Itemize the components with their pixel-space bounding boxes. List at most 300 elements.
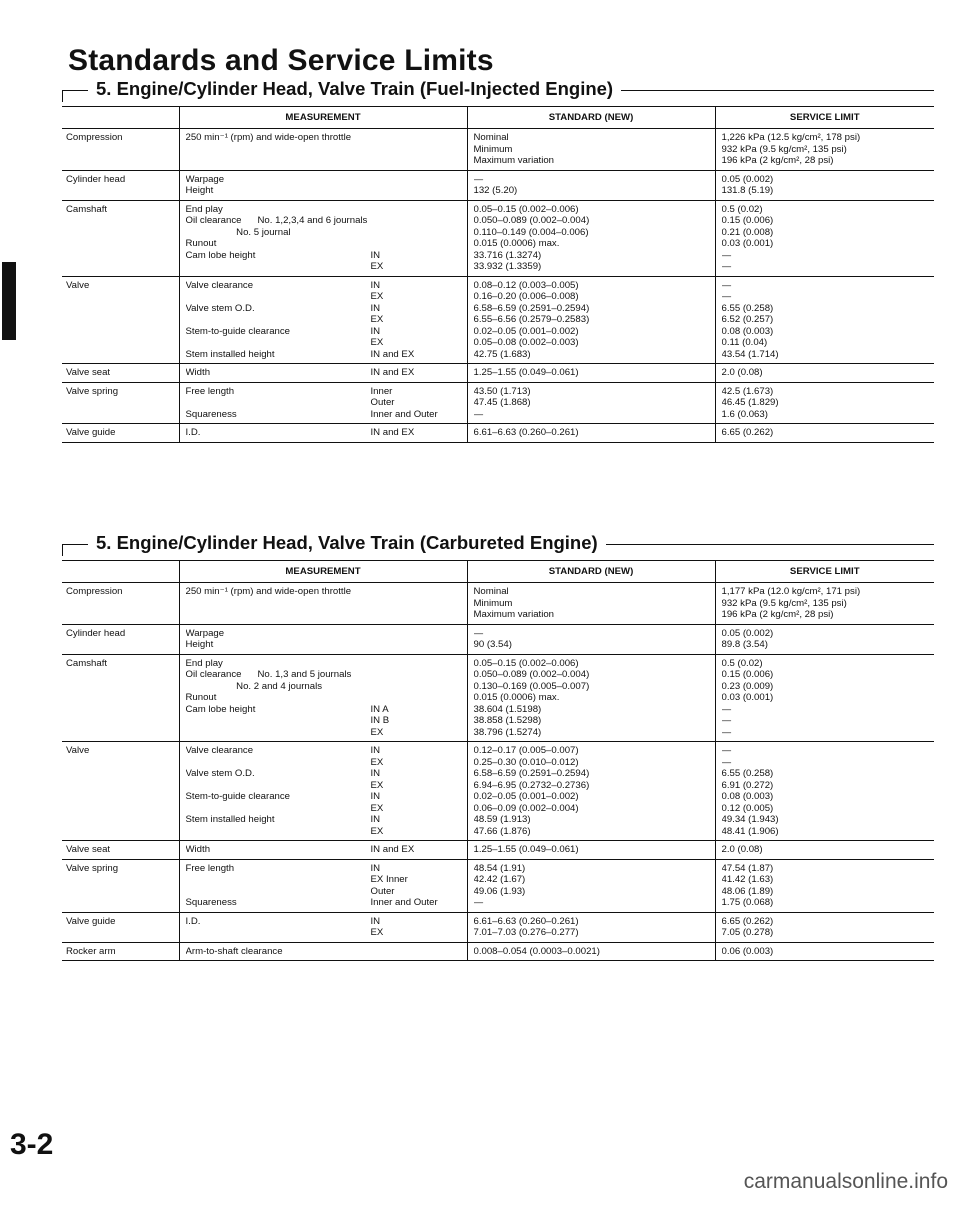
service-limit-cell xyxy=(715,200,934,276)
measurement-line xyxy=(186,174,463,186)
standard-value: 38.858 (1.5298) xyxy=(473,715,542,726)
measurement-line xyxy=(186,826,463,838)
table-header-row xyxy=(62,561,934,583)
service-limit-cell xyxy=(715,364,934,383)
service-limit-value: 47.54 (1.87) xyxy=(721,862,774,874)
measurement-label xyxy=(186,927,371,939)
standard-cell xyxy=(467,200,715,276)
measurement-label xyxy=(186,886,371,898)
measurement-line xyxy=(186,215,463,227)
service-limit-value: 932 kPa (9.5 kg/cm², 135 psi) xyxy=(721,597,847,609)
service-limit-cell xyxy=(715,859,934,912)
standard-value: 33.932 (1.3359) xyxy=(473,261,542,272)
measurement-sub: EX xyxy=(370,726,384,738)
service-limit-cell xyxy=(715,129,934,171)
measurement-cell xyxy=(179,942,467,961)
measurement-cell xyxy=(179,276,467,364)
standard-value: — xyxy=(473,173,484,185)
standard-value: 90 (3.54) xyxy=(473,639,512,650)
service-limit-value: 1,226 kPa (12.5 kg/cm², 178 psi) xyxy=(721,132,861,143)
service-limit-value: 6.52 (0.257) xyxy=(721,314,774,325)
measurement-line xyxy=(186,745,463,757)
measurement-label: Oil clearance No. 1,3 and 5 journals xyxy=(185,669,352,680)
measurement-sub xyxy=(371,669,463,681)
measurement-line xyxy=(186,886,463,898)
watermark-text: carmanualsonline.info xyxy=(743,1170,948,1193)
measurement-cell xyxy=(179,200,467,276)
measurement-line xyxy=(186,791,463,803)
measurement-sub: EX xyxy=(370,927,384,938)
standard-cell xyxy=(467,624,715,654)
service-limit-cell xyxy=(715,841,934,860)
standard-value: Nominal xyxy=(473,132,509,143)
measurement-sub: EX xyxy=(370,314,384,325)
table-row xyxy=(62,742,934,841)
standard-value: 38.796 (1.5274) xyxy=(473,726,542,738)
measurement-line xyxy=(186,669,463,681)
service-limit-cell xyxy=(715,624,934,654)
service-limit-value: — xyxy=(721,726,732,738)
table-row xyxy=(62,942,934,961)
measurement-sub: Outer xyxy=(370,885,395,897)
standard-value: Maximum variation xyxy=(473,155,555,166)
measurement-sub: Inner xyxy=(370,385,393,397)
spec-table xyxy=(62,106,934,443)
standard-value: 6.55–6.56 (0.2579–0.2583) xyxy=(473,314,590,325)
standard-cell xyxy=(467,942,715,961)
measurement-label: Cam lobe height xyxy=(185,249,256,261)
measurement-label: Stem-to-guide clearance xyxy=(185,325,291,337)
measurement-label: Arm-to-shaft clearance xyxy=(185,945,283,957)
measurement-line xyxy=(186,768,463,780)
standard-value: 0.16–0.20 (0.006–0.008) xyxy=(473,291,579,302)
measurement-sub: IN xyxy=(370,325,381,337)
measurement-sub: IN xyxy=(370,768,381,779)
section-fuel-injected xyxy=(62,76,934,443)
measurement-sub: IN xyxy=(370,862,381,874)
measurement-cell xyxy=(179,841,467,860)
measurement-label: 250 min⁻¹ (rpm) and wide-open throttle xyxy=(185,586,352,597)
standard-value: 47.45 (1.868) xyxy=(473,397,531,408)
chapter-tab-marker xyxy=(2,262,16,340)
section-header xyxy=(62,530,934,560)
measurement-label: Stem installed height xyxy=(185,814,275,825)
standard-value: 0.130–0.169 (0.005–0.007) xyxy=(473,680,590,692)
measurement-label xyxy=(186,314,371,326)
measurement-line xyxy=(186,628,463,640)
row-item-label: Valve guide xyxy=(62,424,179,443)
row-item-label: Valve guide xyxy=(62,912,179,942)
measurement-sub xyxy=(371,946,463,958)
measurement-label: No. 5 journal xyxy=(185,226,291,238)
service-limit-value: 131.8 (5.19) xyxy=(721,185,774,196)
standard-value: 0.05–0.15 (0.002–0.006) xyxy=(473,203,579,215)
standard-value: 0.050–0.089 (0.002–0.004) xyxy=(473,215,590,226)
measurement-line xyxy=(186,349,463,361)
standard-value: Nominal xyxy=(473,586,509,597)
measurement-line xyxy=(186,409,463,421)
service-limit-value: — xyxy=(721,745,732,756)
measurement-sub: IN and EX xyxy=(370,367,415,378)
service-limit-value: 0.15 (0.006) xyxy=(721,669,774,680)
standard-cell xyxy=(467,170,715,200)
measurement-line xyxy=(186,639,463,651)
measurement-label xyxy=(186,715,371,727)
service-limit-cell xyxy=(715,654,934,742)
measurement-line xyxy=(186,715,463,727)
table-row xyxy=(62,859,934,912)
service-limit-value: 0.23 (0.009) xyxy=(721,680,774,692)
measurement-sub: EX xyxy=(370,825,384,837)
measurement-label xyxy=(186,291,371,303)
measurement-sub: EX xyxy=(370,756,384,768)
section-carbureted xyxy=(62,530,934,961)
standard-cell xyxy=(467,841,715,860)
standard-value: 0.08–0.12 (0.003–0.005) xyxy=(473,279,579,291)
measurement-sub: IN xyxy=(370,915,381,927)
measurement-label: Stem-to-guide clearance xyxy=(185,791,291,802)
service-limit-value: 196 kPa (2 kg/cm², 28 psi) xyxy=(721,155,834,166)
standard-value: 6.61–6.63 (0.260–0.261) xyxy=(473,427,579,438)
table-row xyxy=(62,583,934,625)
standard-cell xyxy=(467,654,715,742)
row-item-label: Valve xyxy=(62,742,179,841)
page-title: Standards and Service Limits xyxy=(68,44,494,77)
table-row xyxy=(62,129,934,171)
measurement-sub: EX xyxy=(370,802,384,814)
measurement-label: Free length xyxy=(185,385,235,397)
measurement-line xyxy=(186,844,463,856)
measurement-sub xyxy=(371,628,463,640)
row-item-label: Cylinder head xyxy=(62,170,179,200)
measurement-cell xyxy=(179,624,467,654)
measurement-line xyxy=(186,916,463,928)
service-limit-value: 1.75 (0.068) xyxy=(721,897,774,908)
measurement-sub xyxy=(371,658,463,670)
service-limit-value: 0.03 (0.001) xyxy=(721,692,774,703)
service-limit-cell xyxy=(715,912,934,942)
service-limit-value: 6.65 (0.262) xyxy=(721,915,774,927)
standard-value: 0.12–0.17 (0.005–0.007) xyxy=(473,745,579,756)
header-service-limit: SERVICE LIMIT xyxy=(715,561,934,583)
measurement-label: End play xyxy=(185,657,223,669)
measurement-line xyxy=(186,367,463,379)
measurement-cell xyxy=(179,912,467,942)
measurement-cell xyxy=(179,129,467,171)
standard-value: 47.66 (1.876) xyxy=(473,825,531,837)
measurement-line xyxy=(186,204,463,216)
service-limit-value: 0.08 (0.003) xyxy=(721,325,774,337)
measurement-line xyxy=(186,185,463,197)
measurement-sub xyxy=(371,132,463,144)
measurement-sub xyxy=(371,227,463,239)
standard-value: Maximum variation xyxy=(473,609,555,620)
service-limit-value: 6.65 (0.262) xyxy=(721,427,774,438)
measurement-label: Stem installed height xyxy=(185,348,275,360)
standard-value: 43.50 (1.713) xyxy=(473,385,531,397)
section-header xyxy=(62,76,934,106)
measurement-line xyxy=(186,386,463,398)
measurement-sub: IN and EX xyxy=(370,348,415,360)
measurement-line xyxy=(186,757,463,769)
measurement-label xyxy=(186,780,371,792)
measurement-label: Warpage xyxy=(185,627,225,639)
spec-table xyxy=(62,560,934,961)
measurement-cell xyxy=(179,364,467,383)
measurement-sub: IN xyxy=(370,791,381,802)
service-limit-value: 6.55 (0.258) xyxy=(721,302,774,314)
measurement-sub: Inner and Outer xyxy=(370,897,438,908)
service-limit-value: 0.11 (0.04) xyxy=(721,337,768,348)
standard-value: — xyxy=(473,897,484,908)
measurement-label xyxy=(186,397,371,409)
standard-value: 0.05–0.08 (0.002–0.003) xyxy=(473,337,579,348)
header-measurement: MEASUREMENT xyxy=(179,107,467,129)
measurement-cell xyxy=(179,654,467,742)
service-limit-value: 42.5 (1.673) xyxy=(721,385,774,397)
header-measurement: MEASUREMENT xyxy=(179,561,467,583)
measurement-line xyxy=(186,704,463,716)
measurement-line xyxy=(186,586,463,598)
standard-value: Minimum xyxy=(473,143,513,155)
standard-value: Minimum xyxy=(473,597,513,609)
measurement-label: Squareness xyxy=(185,897,237,908)
measurement-line xyxy=(186,291,463,303)
measurement-line xyxy=(186,227,463,239)
measurement-sub xyxy=(371,639,463,651)
measurement-sub xyxy=(371,681,463,693)
measurement-cell xyxy=(179,859,467,912)
service-limit-cell xyxy=(715,424,934,443)
measurement-label: Height xyxy=(185,639,214,650)
row-item-label: Rocker arm xyxy=(62,942,179,961)
service-limit-value: 1.6 (0.063) xyxy=(721,408,768,420)
service-limit-value: — xyxy=(721,703,732,715)
measurement-sub: IN xyxy=(370,302,381,314)
measurement-label xyxy=(186,874,371,886)
measurement-label: End play xyxy=(185,203,223,215)
standard-cell xyxy=(467,364,715,383)
measurement-line xyxy=(186,314,463,326)
measurement-line xyxy=(186,803,463,815)
standard-cell xyxy=(467,129,715,171)
measurement-sub xyxy=(371,586,463,598)
standard-value: 0.02–0.05 (0.001–0.002) xyxy=(473,791,579,802)
table-row xyxy=(62,382,934,424)
standard-value: 48.54 (1.91) xyxy=(473,862,526,874)
row-item-label: Camshaft xyxy=(62,200,179,276)
measurement-label: 250 min⁻¹ (rpm) and wide-open throttle xyxy=(185,132,352,143)
table-row xyxy=(62,424,934,443)
standard-value: 1.25–1.55 (0.049–0.061) xyxy=(473,367,579,378)
measurement-sub xyxy=(371,204,463,216)
measurement-sub xyxy=(371,185,463,197)
table-row xyxy=(62,364,934,383)
service-limit-value: 0.21 (0.008) xyxy=(721,226,774,238)
standard-value: 0.02–0.05 (0.001–0.002) xyxy=(473,325,579,337)
measurement-sub: EX xyxy=(370,291,384,302)
service-limit-value: 0.06 (0.003) xyxy=(721,945,774,957)
measurement-sub: IN and EX xyxy=(370,427,415,438)
service-limit-value: 196 kPa (2 kg/cm², 28 psi) xyxy=(721,609,834,620)
service-limit-cell xyxy=(715,942,934,961)
measurement-sub: IN and EX xyxy=(370,844,415,855)
measurement-sub xyxy=(371,238,463,250)
standard-cell xyxy=(467,583,715,625)
header-service-limit: SERVICE LIMIT xyxy=(715,107,934,129)
measurement-line xyxy=(186,326,463,338)
measurement-sub xyxy=(371,215,463,227)
standard-cell xyxy=(467,912,715,942)
measurement-line xyxy=(186,927,463,939)
standard-value: 0.25–0.30 (0.010–0.012) xyxy=(473,756,579,768)
service-limit-value: 48.41 (1.906) xyxy=(721,825,779,837)
measurement-line xyxy=(186,946,463,958)
standard-cell xyxy=(467,424,715,443)
service-limit-value: — xyxy=(721,279,732,291)
measurement-line xyxy=(186,780,463,792)
table-row xyxy=(62,276,934,364)
measurement-label xyxy=(186,261,371,273)
measurement-sub: Outer xyxy=(370,397,395,408)
page-number: 3-2 xyxy=(10,1128,54,1161)
service-limit-value: 89.8 (3.54) xyxy=(721,639,768,650)
service-limit-value: 0.05 (0.002) xyxy=(721,627,774,639)
measurement-cell xyxy=(179,382,467,424)
standard-cell xyxy=(467,276,715,364)
measurement-label xyxy=(186,803,371,815)
row-item-label: Valve seat xyxy=(62,841,179,860)
measurement-label: Warpage xyxy=(185,173,225,185)
measurement-line xyxy=(186,397,463,409)
standard-value: 0.110–0.149 (0.004–0.006) xyxy=(473,226,589,238)
measurement-sub: EX Inner xyxy=(370,874,408,885)
table-row xyxy=(62,654,934,742)
service-limit-value: 0.5 (0.02) xyxy=(721,657,763,669)
measurement-line xyxy=(186,692,463,704)
service-limit-value: — xyxy=(721,261,732,272)
measurement-label: Runout xyxy=(185,238,217,249)
section-title: 5. Engine/Cylinder Head, Valve Train (Fuel-Injected Engine) xyxy=(88,78,621,100)
measurement-line xyxy=(186,814,463,826)
service-limit-value: 1,177 kPa (12.0 kg/cm², 171 psi) xyxy=(721,586,861,597)
standard-value: 6.58–6.59 (0.2591–0.2594) xyxy=(473,302,590,314)
row-item-label: Valve xyxy=(62,276,179,364)
measurement-sub: IN A xyxy=(370,703,389,715)
measurement-label: Width xyxy=(185,844,211,855)
standard-value: 6.94–6.95 (0.2732–0.2736) xyxy=(473,779,590,791)
measurement-line xyxy=(186,658,463,670)
row-item-label: Compression xyxy=(62,129,179,171)
measurement-sub xyxy=(371,692,463,704)
standard-cell xyxy=(467,742,715,841)
service-limit-value: 43.54 (1.714) xyxy=(721,348,779,360)
measurement-line xyxy=(186,303,463,315)
table-row xyxy=(62,624,934,654)
service-limit-value: 0.08 (0.003) xyxy=(721,791,774,802)
measurement-cell xyxy=(179,583,467,625)
measurement-sub xyxy=(371,174,463,186)
measurement-line xyxy=(186,280,463,292)
measurement-label: I.D. xyxy=(185,915,201,927)
measurement-label: Oil clearance No. 1,2,3,4 and 6 journals xyxy=(185,215,368,226)
measurement-label: No. 2 and 4 journals xyxy=(185,680,323,692)
service-limit-cell xyxy=(715,583,934,625)
standard-value: 42.75 (1.683) xyxy=(473,348,531,360)
service-limit-value: 932 kPa (9.5 kg/cm², 135 psi) xyxy=(721,143,847,155)
measurement-line xyxy=(186,681,463,693)
standard-value: 0.015 (0.0006) max. xyxy=(473,238,560,249)
standard-value: 1.25–1.55 (0.049–0.061) xyxy=(473,844,579,855)
row-item-label: Cylinder head xyxy=(62,624,179,654)
table-row xyxy=(62,841,934,860)
standard-value: 0.050–0.089 (0.002–0.004) xyxy=(473,669,590,680)
measurement-label xyxy=(186,757,371,769)
measurement-label xyxy=(186,727,371,739)
measurement-line xyxy=(186,238,463,250)
measurement-line xyxy=(186,897,463,909)
measurement-sub: IN xyxy=(370,745,381,756)
measurement-label: Runout xyxy=(185,692,217,703)
standard-value: 48.59 (1.913) xyxy=(473,814,531,825)
measurement-label: Squareness xyxy=(185,408,237,420)
measurement-label: Width xyxy=(185,367,211,378)
measurement-line xyxy=(186,874,463,886)
measurement-label xyxy=(186,337,371,349)
measurement-cell xyxy=(179,742,467,841)
header-standard: STANDARD (NEW) xyxy=(467,561,715,583)
measurement-cell xyxy=(179,424,467,443)
section-title: 5. Engine/Cylinder Head, Valve Train (Carbureted Engine) xyxy=(88,532,606,554)
service-limit-cell xyxy=(715,742,934,841)
service-limit-value: 0.12 (0.005) xyxy=(721,802,774,814)
measurement-sub: Inner and Outer xyxy=(370,408,438,420)
standard-cell xyxy=(467,859,715,912)
service-limit-value: 0.05 (0.002) xyxy=(721,173,774,185)
table-row xyxy=(62,912,934,942)
service-limit-value: 48.06 (1.89) xyxy=(721,885,774,897)
row-item-label: Camshaft xyxy=(62,654,179,742)
measurement-sub: IN B xyxy=(370,715,390,726)
standard-value: 33.716 (1.3274) xyxy=(473,249,542,261)
measurement-label: Valve clearance xyxy=(185,279,254,291)
standard-value: 0.05–0.15 (0.002–0.006) xyxy=(473,657,579,669)
service-limit-value: — xyxy=(721,291,732,302)
standard-value: 6.61–6.63 (0.260–0.261) xyxy=(473,915,579,927)
measurement-sub: EX xyxy=(370,261,384,272)
standard-value: 132 (5.20) xyxy=(473,185,518,196)
row-item-label: Valve spring xyxy=(62,382,179,424)
row-item-label: Compression xyxy=(62,583,179,625)
header-standard: STANDARD (NEW) xyxy=(467,107,715,129)
service-limit-value: 0.03 (0.001) xyxy=(721,238,774,249)
standard-value: 7.01–7.03 (0.276–0.277) xyxy=(473,927,579,938)
service-limit-value: 6.91 (0.272) xyxy=(721,779,774,791)
measurement-sub: IN xyxy=(370,249,381,261)
standard-cell xyxy=(467,382,715,424)
measurement-line xyxy=(186,261,463,273)
measurement-label: Valve stem O.D. xyxy=(185,768,255,779)
standard-value: — xyxy=(473,408,484,420)
measurement-line xyxy=(186,863,463,875)
standard-value: — xyxy=(473,627,484,639)
service-limit-cell xyxy=(715,382,934,424)
standard-value: 6.58–6.59 (0.2591–0.2594) xyxy=(473,768,590,779)
row-item-label: Valve seat xyxy=(62,364,179,383)
row-item-label: Valve spring xyxy=(62,859,179,912)
service-limit-value: 2.0 (0.08) xyxy=(721,844,763,855)
service-limit-value: 6.55 (0.258) xyxy=(721,768,774,779)
